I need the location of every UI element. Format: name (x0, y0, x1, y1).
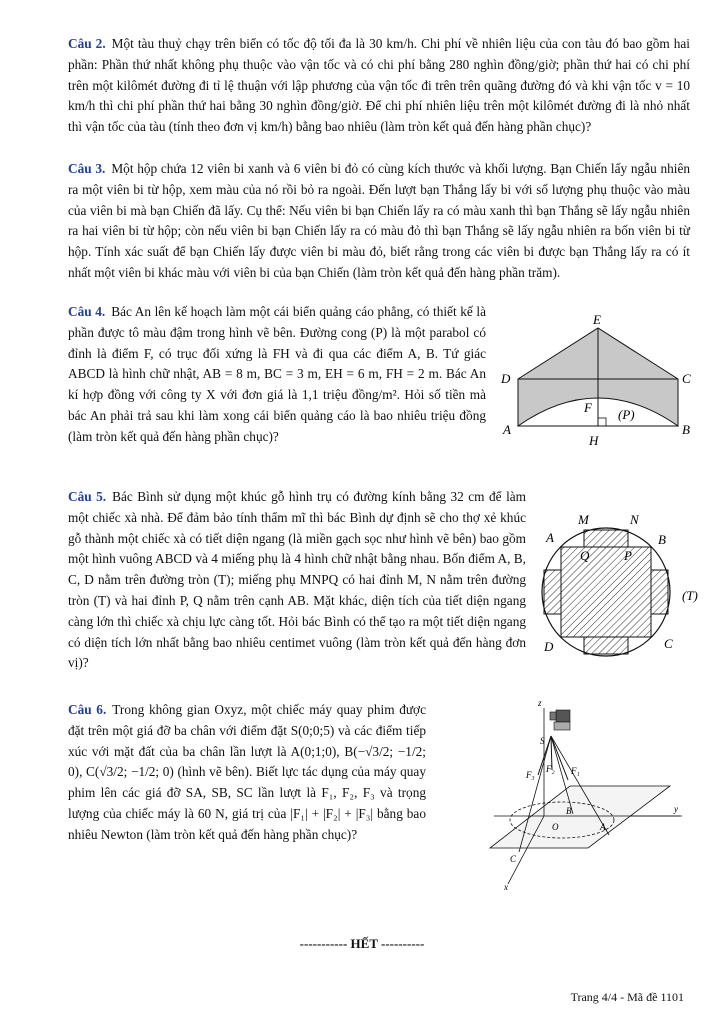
end-marker: ----------- HẾT ---------- (299, 936, 425, 951)
question-label: Câu 3. (68, 161, 106, 176)
point-label: F (584, 400, 592, 415)
page-footer: Trang 4/4 - Mã đề 1101 (570, 990, 684, 1004)
point-label: C (682, 371, 691, 386)
point-label: B (566, 806, 572, 816)
question-text: Bác An lên kế hoạch làm một cái biển quảng cáo phẳng, có thiết kế là phần được tô màu đậm trong hình vẽ bên. Đường cong (P) là một parabol có đỉnh là điểm F, có trục đối xứng là FH và đi qua các điểm A, B. Tứ giác ABCD là hình chữ nhật, AB = 8 m, BC = 3 m, EH = 6 m, FH = 2 m. Bác An kí hợp đồng với công ty X với đơn giá là 1,1 triệu đồng/m². Hỏi số tiền mà bác An phải trả sau khi làm xong cái biển quảng cáo là bao nhiêu triệu đồng (làm tròn kết quả đến hàng phần chục)? (68, 304, 486, 444)
question-6 (68, 700, 426, 846)
axis-label: y (674, 804, 678, 814)
beam-figure (532, 508, 708, 660)
question-3 (68, 159, 690, 284)
point-label: S (540, 736, 545, 746)
axis-label: z (538, 698, 542, 708)
point-label: N (630, 512, 639, 527)
question-5 (68, 487, 526, 674)
question-text: Bác Bình sử dụng một khúc gỗ hình trụ có đường kính bằng 32 cm để làm một chiếc xà nhà. Để đảm bảo tính thẩm mĩ thì bác Bình dự định sẽ cho thợ xẻ khúc gỗ thành một chiếc xà có tiết diện ngang (là miền gạch sọc như hình vẽ bên) bao gồm một hình vuông ABCD và 4 miếng phụ là 4 hình chữ nhật bằng nhau. Bốn điểm A, B, C, D nằm trên đường tròn (T); miếng phụ MNPQ có hai đỉnh M, N nằm trên đường tròn (T) và hai đỉnh P, Q nằm trên cạnh AB. Mặt khác, diện tích của tiết diện ngang càng lớn thì chiếc xà chịu lực càng tốt. Hỏi bác Bình có thể tạo ra một tiết diện ngang có diện tích lớn nhất bằng bao nhiêu centimet vuông (làm tròn kết quả đến hàng đơn vị)? (68, 489, 527, 671)
question-label: Câu 6. (68, 702, 107, 717)
point-label: Q (580, 548, 590, 563)
question-4 (68, 302, 486, 448)
point-label: B (682, 422, 690, 437)
axis-label: x (504, 882, 508, 892)
point-label: C (664, 636, 673, 651)
question-label: Câu 5. (68, 489, 107, 504)
point-label: A (503, 422, 511, 437)
point-label: A (546, 530, 554, 545)
point-label: H (589, 433, 599, 448)
question-2 (68, 34, 690, 138)
force-label: F₃ (526, 770, 535, 780)
curve-label: (P) (618, 407, 635, 422)
question-text: Một tàu thuỷ chạy trên biển có tốc độ tối đa là 30 km/h. Chi phí về nhiên liệu của con tàu đó bao gồm hai phần: Phần thứ nhất không phụ thuộc vào vận tốc và có chi phí bằng 280 nghìn đồng/giờ; phần thứ hai có chi phí trên một kilômét đường đi tỉ lệ thuận với lập phương của vận tốc đi trên trên quãng đường đó và khi vận tốc v = 10 km/h thì chi phí phần thứ hai bằng 30 nghìn đồng/giờ. Để chi phí nhiên liệu trên một kilômét đường đi là nhỏ nhất thì vận tốc của tàu (tính theo đơn vị km/h) bằng bao nhiêu (làm tròn kết quả đến hàng phần chục)? (68, 36, 690, 135)
question-text: Trong không gian Oxyz, một chiếc máy quay phim được đặt trên một giá đỡ ba chân với điểm đặt S(0;0;5) và các điểm tiếp xúc với mặt đất của ba chân lần lượt là A(0;1;0), B(−√3/2; −1/2; 0), C(√3/2; −1/2; 0) (hình vẽ bên). Biết lực tác dụng của máy quay phim lên các giá đỡ SA, SB, SC lần lượt là F₁, F₂, F₃ và trọng lượng của chiếc máy là 60 N, giá trị của |F₁| + |F₂| + |F₃| bằng bao nhiêu Newton (làm tròn kết quả đến hàng phần chục)? (68, 702, 426, 842)
point-label: C (510, 854, 517, 864)
question-label: Câu 4. (68, 304, 106, 319)
point-label: M (578, 512, 589, 527)
point-label: A (600, 822, 606, 832)
point-label: D (501, 371, 511, 386)
force-label: F₂ (546, 764, 555, 774)
tripod-figure (442, 690, 692, 898)
circle-label: (T) (682, 588, 698, 603)
question-label: Câu 2. (68, 36, 106, 51)
force-label: F₁ (571, 766, 580, 776)
point-label: B (658, 532, 666, 547)
billboard-figure (496, 308, 706, 450)
point-label: O (552, 822, 559, 832)
point-label: D (544, 639, 554, 654)
point-label: P (624, 548, 632, 563)
point-label: E (593, 312, 601, 327)
question-text: Một hộp chứa 12 viên bi xanh và 6 viên bi đỏ có cùng kích thước và khối lượng. Bạn Chiến lấy ngẫu nhiên ra một viên bi từ hộp, xem màu của nó rồi bỏ ra ngoài. Đến lượt bạn Thắng lấy bi với số lượng phụ thuộc vào màu của viên bi mà bạn Chiến đã lấy. Cụ thể: Nếu viên bi bạn Chiến lấy ra có màu xanh thì bạn Thắng sẽ lấy ngẫu nhiên ra hai viên bi từ hộp; còn nếu viên bi bạn Chiến lấy ra có màu đỏ thì bạn Thắng sẽ lấy ngẫu nhiên ra bốn viên bi từ hộp. Tính xác suất để bạn Chiến lấy được viên bi màu đỏ, biết rằng trong các viên bi được bạn Thắng lấy ra có ít nhất một viên bi khác màu với viên bi của bạn Chiến (làm tròn kết quả đến hàng phần trăm). (68, 161, 690, 280)
